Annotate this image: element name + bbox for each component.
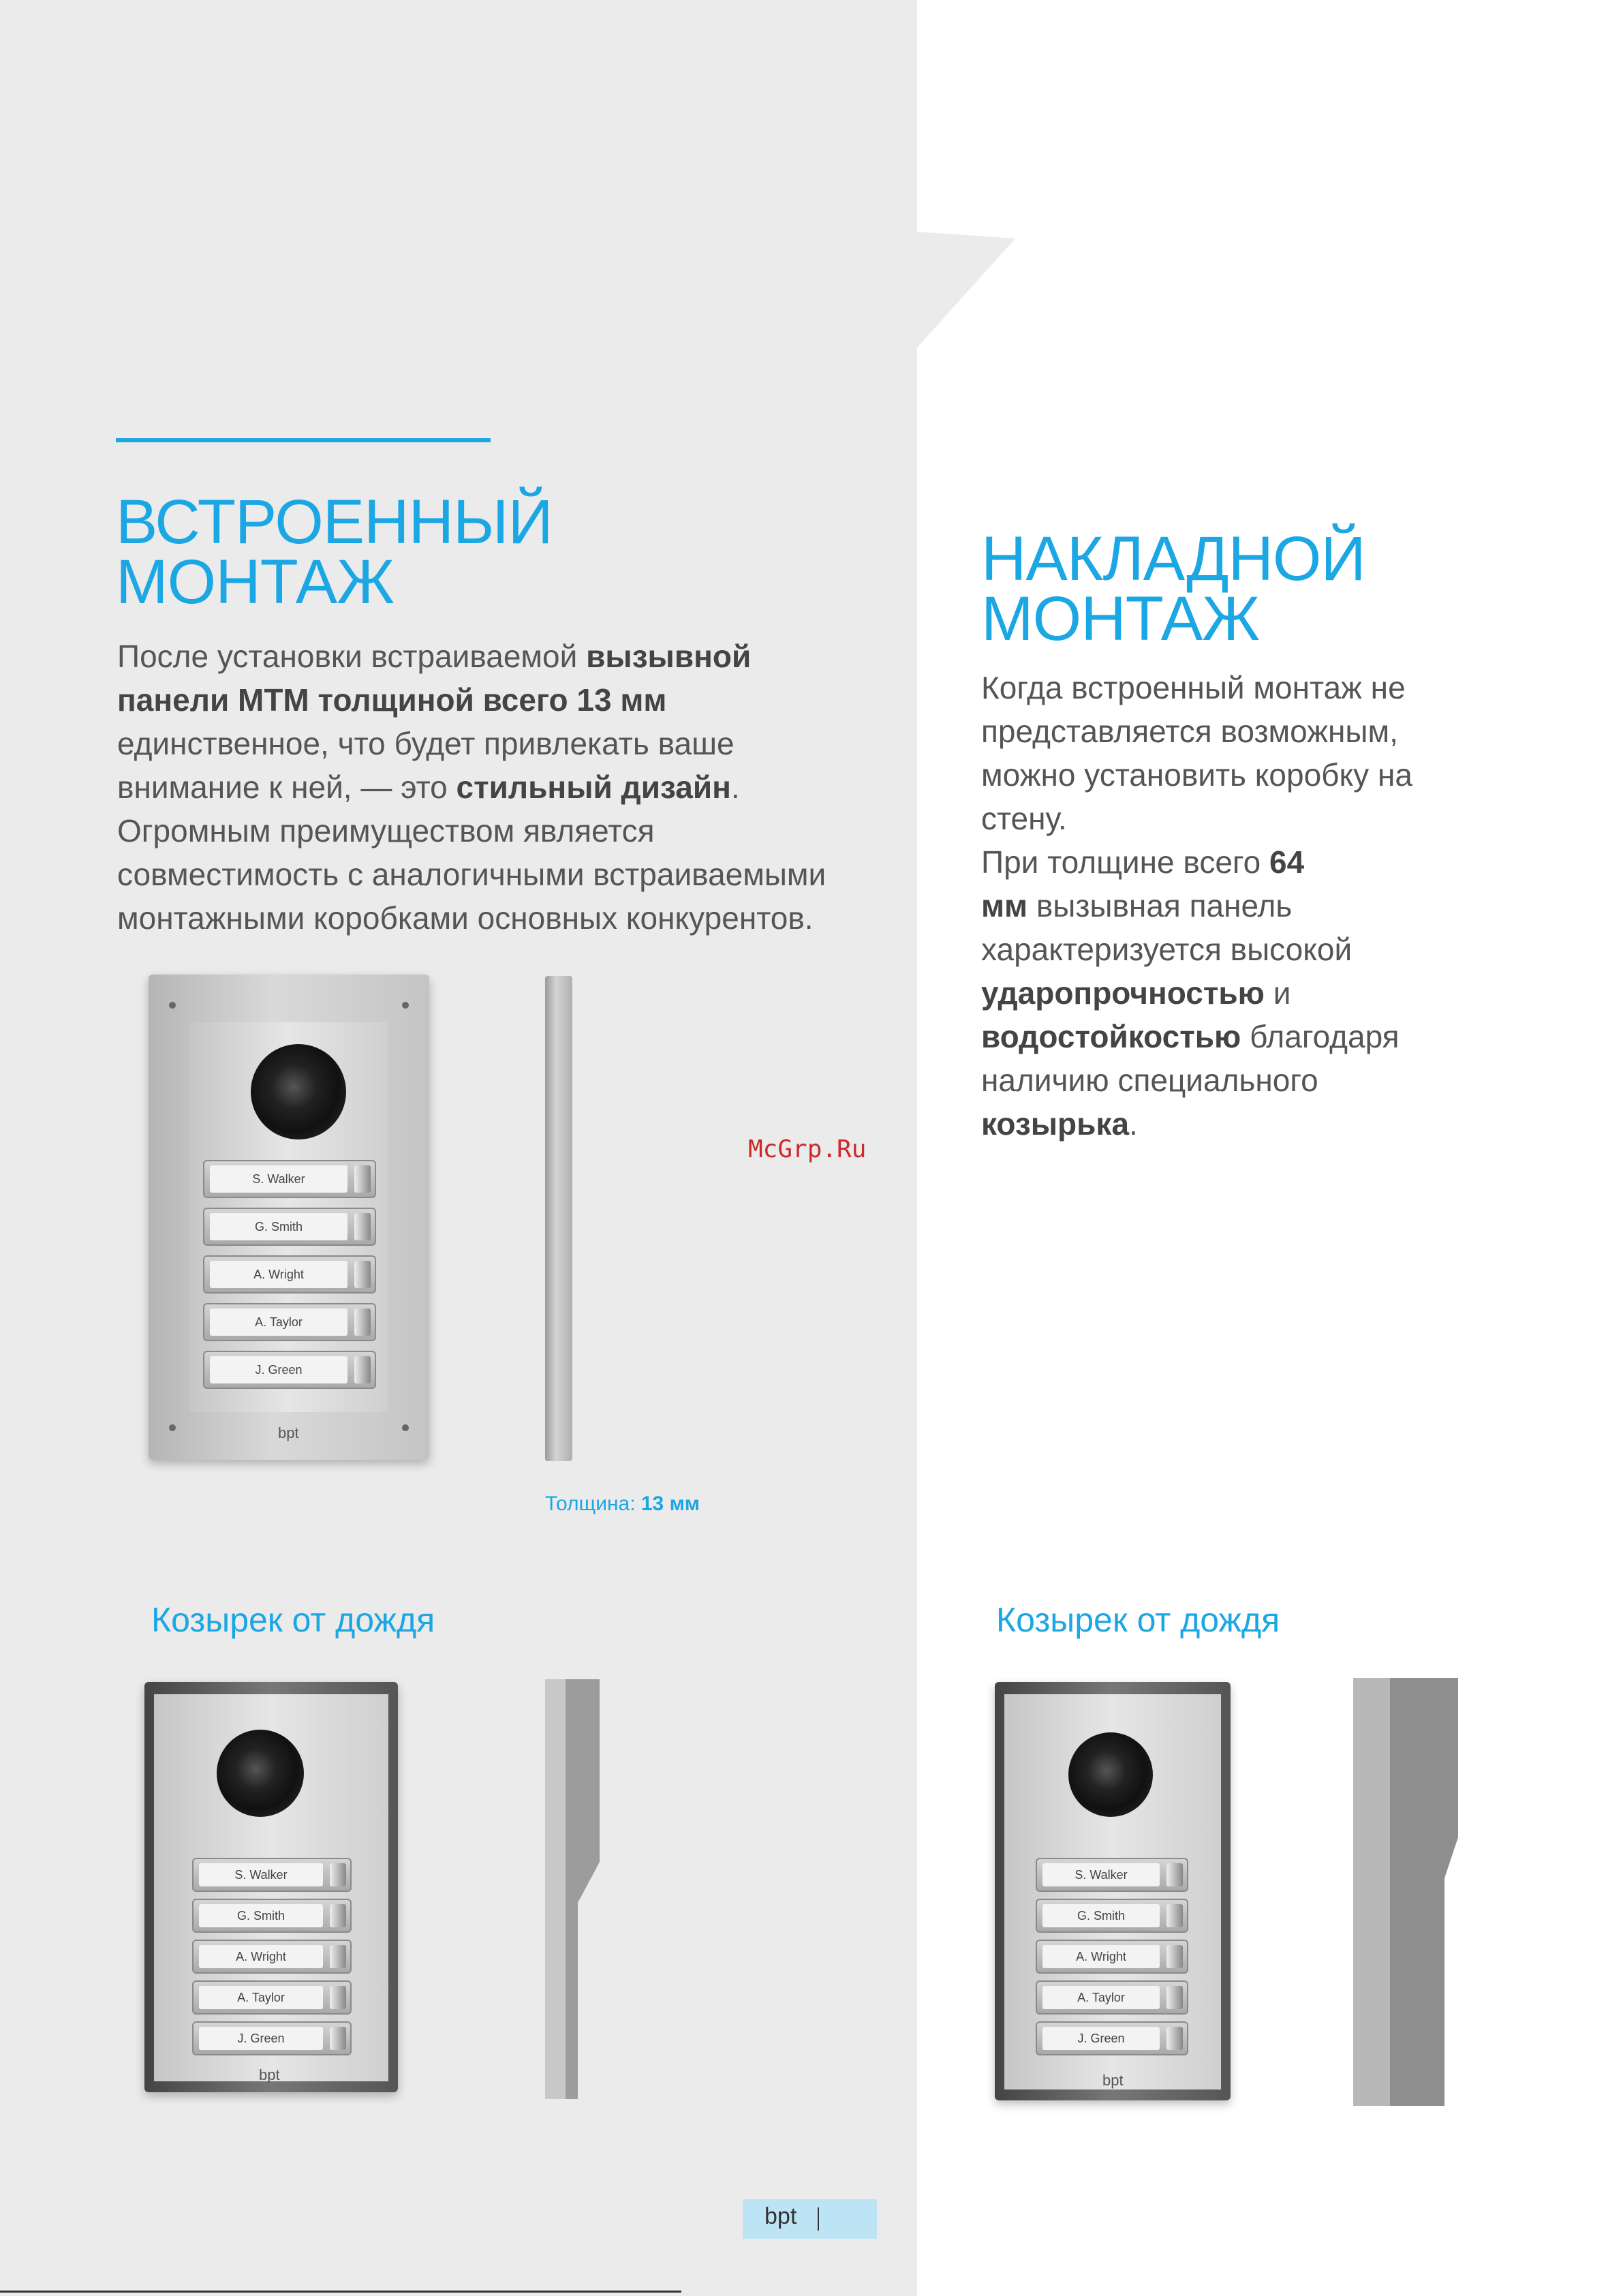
left-paragraph-line: Огромным преимуществом является [117,813,655,848]
decorative-arrow [913,232,1022,354]
thickness-caption: Толщина: 13 мм [545,1493,700,1515]
name-button [192,1980,352,2015]
right-paragraph-line: водостойкостью благодаря [981,1019,1400,1054]
right-paragraph-line: козырька. [981,1106,1138,1142]
name-button [1036,1858,1188,1892]
name-label: A. Wright [1042,1945,1160,1968]
name-label: J. Green [210,1356,347,1383]
right-title-line1: НАКЛАДНОЙ [981,524,1365,594]
name-button [192,1858,352,1892]
name-label: A. Wright [210,1261,347,1288]
surface-panel-side [1349,1674,1472,2110]
left-paragraph-line: внимание к ней, — это стильный дизайн. [117,769,740,805]
name-label: G. Smith [199,1904,323,1927]
right-paragraph-line: При толщине всего 64 [981,844,1305,880]
surface-panel-front [995,1682,1231,2100]
name-button [1036,1899,1188,1933]
accent-rule [116,438,491,442]
name-label: S. Walker [199,1863,323,1886]
flush-panel-side [545,976,572,1461]
watermark: McGrp.Ru [748,1135,867,1163]
name-button [1036,1980,1188,2015]
name-button [1036,1940,1188,1974]
flush-cover-panel-front [144,1682,398,2092]
name-button [192,1940,352,1974]
name-button [1036,2021,1188,2055]
name-button [203,1208,376,1246]
right-paragraph-line: ударопрочностью и [981,975,1291,1011]
name-button [203,1160,376,1198]
left-title [116,487,553,617]
left-paragraph-line: панели MTM толщиной всего 13 мм [117,682,667,718]
bottom-line [0,2291,681,2293]
right-paragraph-line: наличию специального [981,1062,1318,1098]
name-button [192,2021,352,2055]
right-title [981,524,1365,654]
name-button [203,1351,376,1389]
footer-logo: bpt [764,2203,797,2229]
name-label: G. Smith [1042,1904,1160,1927]
name-label: A. Taylor [210,1308,347,1336]
name-label: J. Green [199,2027,323,2050]
right-title-line2: МОНТАЖ [981,584,1260,654]
name-label: A. Taylor [1042,1986,1160,2009]
left-paragraph-line: монтажными коробками основных конкурентов. [117,900,814,936]
name-label: J. Green [1042,2027,1160,2050]
right-rain-cover-title: Козырек от дождя [996,1601,1280,1639]
camera-icon [1068,1732,1153,1817]
right-paragraph-line: Когда встроенный монтаж не [981,670,1406,705]
camera-icon [217,1730,304,1817]
name-button [192,1899,352,1933]
name-label: A. Wright [199,1945,323,1968]
right-paragraph-line: представляется возможным, [981,714,1398,749]
camera-icon [251,1044,346,1139]
left-paragraph [117,634,894,940]
name-label: S. Walker [210,1165,347,1193]
panel-logo: bpt [1102,2072,1124,2089]
name-button [203,1303,376,1341]
panel-logo: bpt [259,2066,280,2083]
left-rain-cover-title: Козырек от дождя [151,1601,435,1639]
right-paragraph-line: мм вызывная панель [981,888,1293,923]
left-paragraph-line: После установки встраиваемой вызывной [117,639,752,674]
right-paragraph [981,666,1594,1146]
flush-panel-front [149,975,429,1460]
name-button [203,1255,376,1294]
name-label: S. Walker [1042,1863,1160,1886]
left-title-line1: ВСТРОЕННЫЙ [116,487,553,557]
right-paragraph-line: можно установить коробку на [981,757,1412,793]
left-paragraph-line: совместимость с аналогичными встраиваемыми [117,857,826,892]
panel-logo: bpt [278,1424,299,1441]
flush-cover-panel-side [538,1678,606,2100]
left-title-line2: МОНТАЖ [116,547,395,617]
right-paragraph-line: стену. [981,801,1067,836]
name-label: G. Smith [210,1213,347,1240]
left-paragraph-line: единственное, что будет привлекать ваше [117,726,735,761]
name-label: A. Taylor [199,1986,323,2009]
footer-logo-box [743,2199,877,2239]
right-paragraph-line: характеризуется высокой [981,932,1352,967]
